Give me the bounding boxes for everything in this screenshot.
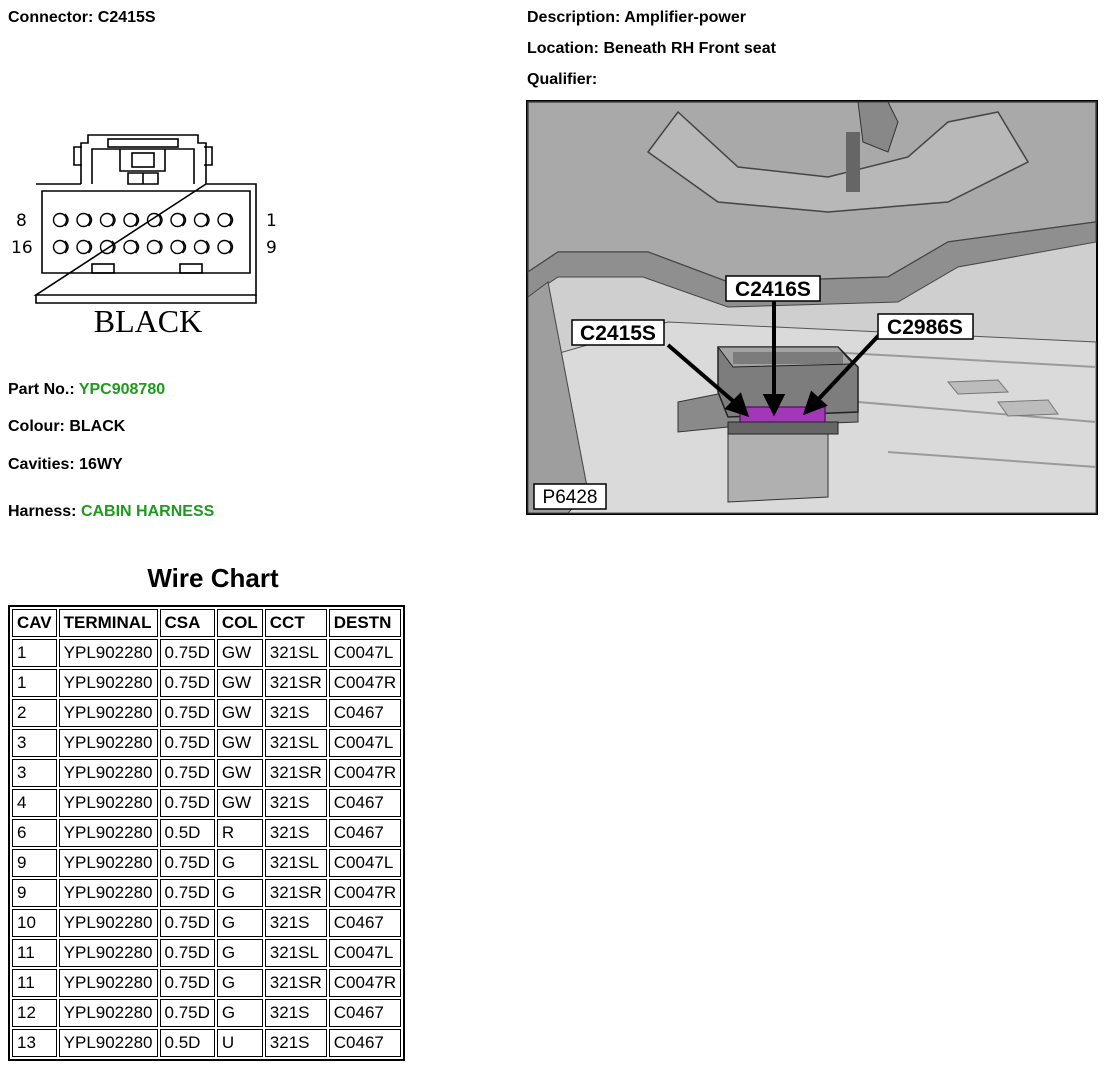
cell-col: G (217, 939, 263, 967)
cavity-14 (101, 241, 114, 254)
cell-cav: 9 (12, 879, 57, 907)
cell-cct: 321S (265, 819, 327, 847)
location-value: Beneath RH Front seat (603, 40, 776, 57)
cell-cct: 321S (265, 909, 327, 937)
part-number-line (8, 381, 165, 399)
cell-cav: 3 (12, 729, 57, 757)
cavity-6 (101, 214, 114, 227)
cavity-3 (171, 214, 184, 227)
cell-col: GW (217, 729, 263, 757)
cell-destn: C0047L (329, 729, 401, 757)
table-row (12, 849, 401, 877)
cell-csa: 0.75D (160, 699, 215, 727)
cavities-label: Cavities: (8, 456, 75, 473)
connector-color-label: BLACK (93, 303, 203, 339)
location-label: Location: (527, 40, 599, 57)
table-row (12, 819, 401, 847)
photo-id-label: P6428 (542, 487, 598, 508)
cell-cct: 321S (265, 999, 327, 1027)
cell-cav: 4 (12, 789, 57, 817)
connector-line (8, 9, 156, 27)
cell-terminal: YPL902280 (59, 819, 158, 847)
cell-cav: 9 (12, 849, 57, 877)
description-value: Amplifier-power (624, 9, 746, 26)
cell-col: R (217, 819, 263, 847)
cell-csa: 0.75D (160, 759, 215, 787)
part-number-link[interactable]: YPC908780 (78, 381, 166, 398)
cell-col: GW (217, 669, 263, 697)
connector-diagram (8, 125, 277, 345)
cell-cct: 321S (265, 789, 327, 817)
location-photo (526, 100, 1098, 515)
cell-col: G (217, 909, 263, 937)
cavity-13 (124, 241, 137, 254)
header-cct: CCT (265, 609, 327, 637)
cell-csa: 0.75D (160, 879, 215, 907)
cavities-line (8, 456, 123, 474)
colour-value: BLACK (69, 418, 126, 435)
cell-cav: 3 (12, 759, 57, 787)
header-csa: CSA (160, 609, 215, 637)
colour-label: Colour: (8, 418, 65, 435)
cell-terminal: YPL902280 (59, 729, 158, 757)
cell-cct: 321SR (265, 969, 327, 997)
cell-csa: 0.75D (160, 999, 215, 1027)
cell-destn: C0467 (329, 699, 401, 727)
cavity-11 (171, 241, 184, 254)
cell-cav: 13 (12, 1029, 57, 1057)
cell-cct: 321SL (265, 849, 327, 877)
qualifier-label: Qualifier: (527, 71, 598, 88)
cell-destn: C0467 (329, 999, 401, 1027)
cell-terminal: YPL902280 (59, 699, 158, 727)
pin-label-top-right: 1 (266, 211, 277, 231)
cell-terminal: YPL902280 (59, 849, 158, 877)
cell-destn: C0047R (329, 879, 401, 907)
cell-terminal: YPL902280 (59, 879, 158, 907)
cell-cct: 321SL (265, 729, 327, 757)
cell-destn: C0467 (329, 789, 401, 817)
table-row (12, 999, 401, 1027)
cell-cav: 11 (12, 939, 57, 967)
cell-col: GW (217, 699, 263, 727)
table-row (12, 699, 401, 727)
header-destn: DESTN (329, 609, 401, 637)
cavities-value: 16WY (79, 456, 123, 473)
cavity-5 (124, 214, 137, 227)
callout-c2986s: C2986S (887, 316, 963, 339)
cell-terminal: YPL902280 (59, 759, 158, 787)
cell-csa: 0.75D (160, 909, 215, 937)
cell-cav: 1 (12, 669, 57, 697)
cell-col: GW (217, 789, 263, 817)
cell-csa: 0.75D (160, 669, 215, 697)
cell-col: GW (217, 759, 263, 787)
cavity-15 (77, 241, 90, 254)
harness-line (8, 503, 214, 521)
table-row (12, 969, 401, 997)
cell-destn: C0047R (329, 669, 401, 697)
cell-csa: 0.75D (160, 729, 215, 757)
cell-csa: 0.75D (160, 969, 215, 997)
cavity-8 (54, 214, 67, 227)
description-line (527, 9, 746, 27)
cavity-7 (77, 214, 90, 227)
cell-destn: C0047R (329, 969, 401, 997)
cavity-12 (148, 241, 161, 254)
table-row (12, 879, 401, 907)
cell-col: U (217, 1029, 263, 1057)
cell-col: G (217, 879, 263, 907)
cell-csa: 0.75D (160, 639, 215, 667)
cell-terminal: YPL902280 (59, 639, 158, 667)
harness-label: Harness: (8, 503, 77, 520)
cell-terminal: YPL902280 (59, 999, 158, 1027)
cell-cav: 10 (12, 909, 57, 937)
cell-csa: 0.75D (160, 849, 215, 877)
location-line (527, 40, 776, 58)
table-row (12, 729, 401, 757)
header-col: COL (217, 609, 263, 637)
connector-label: Connector: (8, 9, 94, 26)
pin-label-top-left: 8 (16, 211, 27, 231)
cell-cct: 321SR (265, 879, 327, 907)
pin-label-bottom-right: 9 (266, 238, 277, 258)
cell-destn: C0047L (329, 939, 401, 967)
cell-col: GW (217, 639, 263, 667)
cell-destn: C0047L (329, 639, 401, 667)
cell-col: G (217, 969, 263, 997)
callout-c2415s: C2415S (580, 322, 656, 345)
table-row (12, 939, 401, 967)
cavity-2 (195, 214, 208, 227)
cell-destn: C0467 (329, 1029, 401, 1057)
cell-cct: 321S (265, 699, 327, 727)
cell-cct: 321SL (265, 939, 327, 967)
cell-csa: 0.75D (160, 789, 215, 817)
qualifier-line (527, 71, 597, 89)
cell-csa: 0.75D (160, 939, 215, 967)
cell-cct: 321S (265, 1029, 327, 1057)
part-number-label: Part No.: (8, 381, 75, 398)
cavity-10 (195, 241, 208, 254)
pin-label-bottom-left: 16 (11, 238, 33, 258)
wire-chart-title: Wire Chart (147, 563, 279, 593)
cell-terminal: YPL902280 (59, 1029, 158, 1057)
connector-value: C2415S (97, 9, 156, 26)
header-terminal: TERMINAL (59, 609, 158, 637)
cell-destn: C0047L (329, 849, 401, 877)
table-row (12, 1029, 401, 1057)
cell-csa: 0.5D (160, 819, 215, 847)
cell-destn: C0467 (329, 909, 401, 937)
cell-cav: 11 (12, 969, 57, 997)
harness-link[interactable]: CABIN HARNESS (80, 503, 215, 520)
table-header-row (12, 609, 401, 637)
cell-destn: C0467 (329, 819, 401, 847)
cell-csa: 0.5D (160, 1029, 215, 1057)
table-row (12, 639, 401, 667)
header-cav: CAV (12, 609, 57, 637)
cell-cct: 321SR (265, 759, 327, 787)
cell-terminal: YPL902280 (59, 669, 158, 697)
table-row (12, 909, 401, 937)
cell-cct: 321SR (265, 669, 327, 697)
wire-chart-table (8, 605, 405, 1061)
cell-cct: 321SL (265, 639, 327, 667)
cell-cav: 6 (12, 819, 57, 847)
cell-terminal: YPL902280 (59, 969, 158, 997)
cavity-9 (218, 241, 231, 254)
cell-destn: C0047R (329, 759, 401, 787)
cell-col: G (217, 849, 263, 877)
cell-terminal: YPL902280 (59, 939, 158, 967)
callout-c2416s: C2416S (735, 278, 811, 301)
cavity-16 (54, 241, 67, 254)
table-row (12, 759, 401, 787)
cell-cav: 12 (12, 999, 57, 1027)
cavity-1 (218, 214, 231, 227)
cell-terminal: YPL902280 (59, 789, 158, 817)
cell-col: G (217, 999, 263, 1027)
cell-cav: 2 (12, 699, 57, 727)
cell-terminal: YPL902280 (59, 909, 158, 937)
cell-cav: 1 (12, 639, 57, 667)
table-row (12, 669, 401, 697)
table-row (12, 789, 401, 817)
colour-line (8, 418, 125, 436)
description-label: Description: (527, 9, 621, 26)
